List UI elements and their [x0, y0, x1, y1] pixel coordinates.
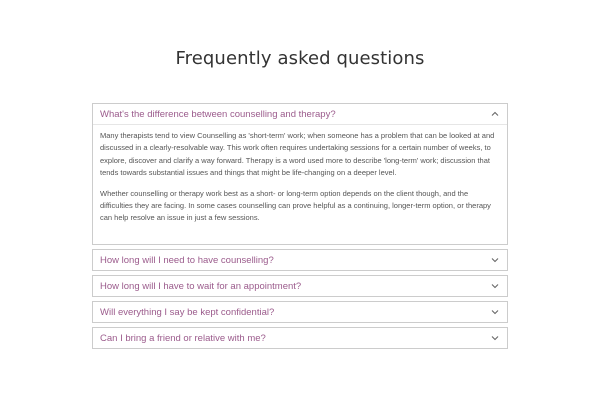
- faq-answer-paragraph: Many therapists tend to view Counselling as 'short-term' work; when someone has a problem that can be looked at and discussed in a clearly-resolvable way. This work often requires undertaking sessions for a certain number of weeks, to explore, discover and clarify a way forward. Therapy is a word used more to describe 'long-term' work; discussion that tends towards substantial issues and things that might be life-changing on a deeper level.: [100, 131, 495, 178]
- faq-item-counselling-vs-therapy: [92, 103, 508, 245]
- chevron-down-icon: [490, 255, 500, 265]
- faq-answer-paragraph: Whether counselling or therapy work best as a short- or long-term option depends on the client though, and the difficulties they are facing. In some cases counselling can prove helpful as a continuing, longer-term option, or therapy can help resolve an issue in just a few sessions.: [100, 188, 491, 223]
- faq-list: [92, 103, 508, 353]
- faq-question: Can I bring a friend or relative with me?: [100, 332, 266, 344]
- faq-toggle-bring-friend[interactable]: [93, 328, 507, 348]
- faq-toggle-confidentiality[interactable]: [93, 302, 507, 322]
- faq-item-bring-friend: [92, 327, 508, 349]
- faq-question: How long will I need to have counselling?: [100, 254, 274, 266]
- faq-item-wait-time: [92, 275, 508, 297]
- faq-question: Will everything I say be kept confidential?: [100, 306, 275, 318]
- faq-toggle-counselling-vs-therapy[interactable]: [93, 104, 507, 125]
- faq-toggle-duration[interactable]: [93, 250, 507, 270]
- chevron-down-icon: [490, 281, 500, 291]
- faq-toggle-wait-time[interactable]: [93, 276, 507, 296]
- chevron-down-icon: [490, 307, 500, 317]
- faq-question: What's the difference between counselling and therapy?: [100, 108, 336, 120]
- faq-question: How long will I have to wait for an appointment?: [100, 280, 302, 292]
- faq-answer: [93, 125, 507, 225]
- chevron-down-icon: [490, 333, 500, 343]
- page-title: Frequently asked questions: [175, 48, 425, 69]
- faq-item-duration: [92, 249, 508, 271]
- chevron-up-icon: [490, 109, 500, 119]
- faq-item-confidentiality: [92, 301, 508, 323]
